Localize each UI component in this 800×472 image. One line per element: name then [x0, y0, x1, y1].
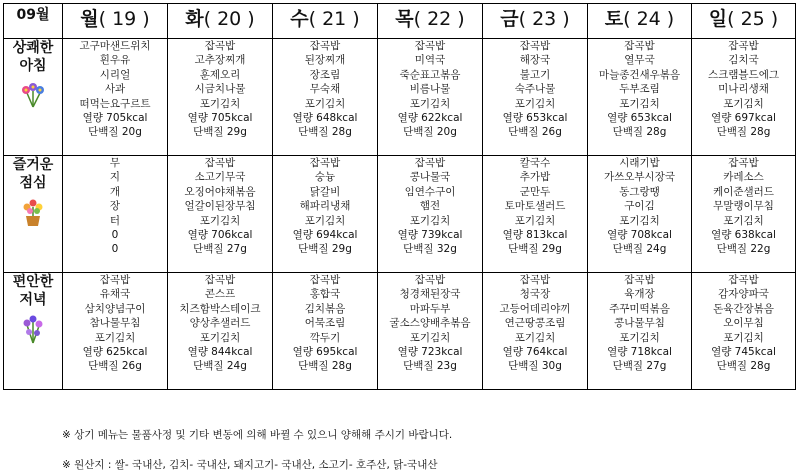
menu-item: 양상추샐러드: [189, 317, 251, 330]
menu-item: 된장찌개: [304, 54, 346, 67]
menu-item: 단백질 26g: [508, 126, 562, 139]
menu-cell: [168, 39, 273, 156]
day-name: 일: [708, 8, 728, 30]
menu-item: 칼국수: [519, 157, 551, 169]
month-label: 09월: [4, 4, 63, 39]
menu-cell: [692, 39, 796, 156]
menu-item: 김치국: [728, 54, 759, 67]
menu-item: 단백질 24g: [193, 360, 247, 373]
day-number: ( 20 ): [203, 8, 255, 30]
menu-item: 오이무침: [723, 317, 764, 330]
flower-vase-icon: [4, 313, 62, 349]
menu-item: 소고기무국: [194, 171, 246, 184]
menu-item: 열량 706kcal: [187, 229, 253, 242]
menu-item: 가쓰오부시장국: [603, 171, 675, 184]
day-header: [168, 4, 273, 39]
menu-item: 포기김치: [514, 97, 556, 110]
day-name: 목: [395, 8, 414, 30]
menu-item: 굴소스양배추볶음: [389, 317, 471, 330]
menu-item: 동그랑땡: [619, 185, 660, 198]
menu-item: 콩나물무침: [614, 317, 665, 330]
menu-item: 두부조림: [619, 83, 660, 96]
menu-item: 마파두부: [409, 302, 451, 315]
meal-title: 상쾌한: [12, 40, 54, 56]
menu-item: 청국장: [519, 288, 551, 301]
menu-item: 포기김치: [723, 214, 764, 227]
menu-item: 열량 653kcal: [607, 112, 672, 125]
meal-row: [4, 39, 796, 156]
menu-item: 포기김치: [514, 331, 556, 344]
menu-item: 감자양파국: [718, 288, 769, 301]
day-header: [63, 4, 168, 39]
menu-item: 토마토샐러드: [504, 200, 566, 213]
menu-cell: [273, 273, 378, 390]
menu-item: 열량 723kcal: [397, 346, 463, 359]
menu-item: 잡곡밥: [204, 40, 236, 52]
menu-item: 깍두기: [309, 331, 341, 344]
menu-item: 죽순표고볶음: [399, 68, 461, 81]
menu-item: 열무국: [624, 54, 655, 67]
menu-cell: [588, 39, 692, 156]
flower-bouquet-icon: [4, 79, 62, 113]
menu-item: 열량 705kcal: [82, 112, 148, 125]
menu-item: 닭갈비: [309, 185, 341, 198]
menu-item: 콩나물국: [409, 171, 451, 184]
day-name: 화: [185, 8, 204, 30]
day-name: 월: [80, 8, 99, 30]
menu-item: 열량 694kcal: [292, 229, 358, 242]
menu-item: 무말랭이무침: [713, 200, 774, 213]
menu-cell: [483, 39, 588, 156]
menu-item: 잡곡밥: [414, 274, 446, 286]
menu-item: 오징어야채볶음: [184, 185, 256, 198]
menu-cell: [168, 273, 273, 390]
menu-cell: [63, 156, 168, 273]
menu-item: 포기김치: [723, 97, 764, 110]
menu-item: 해파리냉채: [299, 200, 351, 213]
menu-item: 단백질 22g: [716, 243, 771, 256]
menu-item: 0: [111, 229, 119, 242]
menu-cell: [378, 156, 483, 273]
meal-title: 아침: [19, 58, 47, 74]
menu-item: 비름나물: [409, 83, 451, 96]
day-number: ( 21 ): [308, 8, 360, 30]
menu-item: 케이준샐러드: [713, 185, 774, 198]
menu-item: 열량 638kcal: [711, 229, 776, 242]
menu-item: 열량 844kcal: [187, 346, 253, 359]
menu-item: 포기김치: [199, 97, 241, 110]
menu-item: 단백질 20g: [403, 126, 457, 139]
day-number: ( 23 ): [518, 8, 570, 30]
menu-item: 고등어데리야끼: [499, 302, 571, 315]
menu-item: 열량 697kcal: [711, 112, 776, 125]
menu-item: 포기김치: [304, 97, 346, 110]
menu-cell: [483, 156, 588, 273]
menu-item: 군만두: [519, 185, 551, 198]
menu-item: 스크램블드에그: [707, 68, 779, 81]
menu-item: 열량 705kcal: [187, 112, 253, 125]
origin-note: ※ 원산지 : 쌀- 국내산, 김치- 국내산, 돼지고기- 국내산, 소고기- 호주산, 닭-국내산: [62, 459, 438, 471]
menu-item: 포기김치: [199, 331, 241, 344]
menu-item: 단백질 23g: [403, 360, 457, 373]
day-header: [273, 4, 378, 39]
meal-label-cell: [4, 273, 63, 390]
menu-item: 단백질 29g: [508, 243, 562, 256]
menu-item: 열량 813kcal: [502, 229, 568, 242]
day-name: 수: [290, 8, 309, 30]
menu-item: 0: [111, 243, 119, 256]
menu-item: 포기김치: [94, 331, 136, 344]
menu-item: 잡곡밥: [99, 274, 131, 286]
menu-item: 참나물무침: [89, 317, 141, 330]
flower-pot-icon: [4, 196, 62, 232]
menu-cell: [273, 156, 378, 273]
menu-item: 추가밥: [519, 171, 551, 184]
menu-item: 열량 708kcal: [607, 229, 672, 242]
menu-item: 불고기: [519, 68, 551, 81]
menu-item: 잡곡밥: [204, 274, 236, 286]
menu-item: 잡곡밥: [309, 157, 341, 169]
meal-title: 점심: [19, 175, 47, 191]
menu-item: 단백질 29g: [193, 126, 247, 139]
menu-item: 단백질 26g: [88, 360, 142, 373]
menu-cell: [483, 273, 588, 390]
menu-cell: [63, 273, 168, 390]
menu-cell: [588, 156, 692, 273]
menu-item: 포기김치: [619, 214, 660, 227]
menu-item: 장: [109, 200, 121, 213]
menu-item: 열량 695kcal: [292, 346, 358, 359]
day-name: 금: [500, 8, 519, 30]
menu-item: 연근땅콩조림: [504, 317, 566, 330]
menu-cell: [692, 273, 796, 390]
menu-item: 단백질 30g: [508, 360, 562, 373]
menu-item: 미역국: [414, 54, 446, 67]
menu-item: 단백질 20g: [88, 126, 142, 139]
day-header: [483, 4, 588, 39]
menu-change-note: ※ 상기 메뉴는 물품사정 및 기타 변동에 의해 바뀔 수 있으니 양해해 주시기 바랍니다.: [62, 429, 453, 441]
menu-item: 잡곡밥: [624, 274, 655, 286]
meal-row: [4, 156, 796, 273]
menu-item: 포기김치: [409, 331, 451, 344]
day-number: ( 25 ): [727, 8, 779, 30]
menu-item: 콘스프: [204, 288, 236, 301]
menu-item: 포기김치: [619, 97, 660, 110]
menu-item: 잡곡밥: [728, 40, 759, 52]
menu-item: 무숙채: [309, 83, 341, 96]
menu-cell: [378, 39, 483, 156]
menu-item: 시금치나물: [194, 83, 246, 96]
menu-item: 잡곡밥: [728, 274, 759, 286]
menu-cell: [378, 273, 483, 390]
menu-item: 김치볶음: [304, 302, 346, 315]
menu-item: 잡곡밥: [414, 157, 446, 169]
menu-item: 포기김치: [619, 331, 660, 344]
menu-item: 잡곡밥: [519, 40, 551, 52]
menu-item: 카레소스: [723, 171, 764, 184]
menu-item: 장조림: [309, 68, 341, 81]
menu-item: 유채국: [99, 288, 131, 301]
menu-item: 개: [109, 185, 121, 198]
menu-item: 지: [109, 171, 121, 184]
menu-item: 홍합국: [309, 288, 341, 301]
menu-item: 열량 622kcal: [397, 112, 463, 125]
menu-item: 열량 745kcal: [711, 346, 776, 359]
menu-cell: [588, 273, 692, 390]
menu-item: 포기김치: [723, 331, 764, 344]
menu-item: 떠먹는요구르트: [79, 97, 151, 110]
menu-item: 흰우유: [99, 54, 131, 67]
header-row: [4, 4, 796, 39]
menu-item: 시래기밥: [619, 157, 660, 169]
weekly-meal-table: [3, 3, 796, 390]
day-header: [588, 4, 692, 39]
menu-item: 단백질 28g: [716, 360, 771, 373]
menu-item: 단백질 27g: [193, 243, 247, 256]
menu-item: 해장국: [519, 54, 551, 67]
menu-item: 숙주나물: [514, 83, 556, 96]
menu-item: 마늘종건새우볶음: [598, 68, 681, 81]
menu-item: 터: [109, 214, 121, 227]
meal-title: 저녁: [19, 292, 47, 308]
menu-item: 단백질 28g: [298, 360, 352, 373]
menu-item: 단백질 28g: [298, 126, 352, 139]
menu-item: 구이김: [624, 200, 655, 213]
day-name: 토: [604, 8, 624, 30]
meal-label-cell: [4, 156, 63, 273]
menu-item: 고추장찌개: [194, 54, 246, 67]
menu-item: 단백질 28g: [612, 126, 667, 139]
menu-cell: [273, 39, 378, 156]
day-header: [378, 4, 483, 39]
menu-item: 치즈함박스테이크: [179, 302, 261, 315]
menu-item: 단백질 27g: [612, 360, 667, 373]
menu-item: 햄전: [419, 200, 441, 213]
menu-item: 열량 718kcal: [607, 346, 672, 359]
menu-item: 시리얼: [99, 68, 131, 81]
menu-item: 단백질 32g: [403, 243, 457, 256]
menu-item: 훈제오리: [199, 68, 241, 81]
menu-item: 잡곡밥: [414, 40, 446, 52]
menu-item: 포기김치: [409, 97, 451, 110]
day-number: ( 24 ): [623, 8, 675, 30]
meal-row: [4, 273, 796, 390]
menu-item: 돈육간장볶음: [713, 302, 774, 315]
menu-cell: [168, 156, 273, 273]
day-number: ( 22 ): [413, 8, 465, 30]
menu-item: 포기김치: [514, 214, 556, 227]
menu-item: 삼치양념구이: [84, 302, 146, 315]
menu-item: 잡곡밥: [204, 157, 236, 169]
menu-cell: [63, 39, 168, 156]
menu-item: 무: [109, 157, 121, 169]
menu-item: 임연수구이: [404, 185, 456, 198]
menu-item: 열량 739kcal: [397, 229, 463, 242]
menu-item: 열량 625kcal: [82, 346, 148, 359]
menu-item: 단백질 29g: [298, 243, 352, 256]
menu-item: 열량 648kcal: [292, 112, 358, 125]
menu-item: 열량 653kcal: [502, 112, 568, 125]
menu-item: 잡곡밥: [519, 274, 551, 286]
menu-item: 포기김치: [199, 214, 241, 227]
menu-item: 청경채된장국: [399, 288, 461, 301]
menu-item: 주꾸미떡볶음: [609, 302, 670, 315]
menu-item: 숭늉: [314, 171, 336, 184]
menu-item: 열량 764kcal: [502, 346, 568, 359]
menu-item: 고구마샌드위치: [79, 40, 151, 52]
menu-item: 단백질 28g: [716, 126, 771, 139]
menu-item: 포기김치: [304, 214, 346, 227]
menu-item: 잡곡밥: [309, 40, 341, 52]
meal-title: 편안한: [12, 274, 54, 290]
menu-item: 잡곡밥: [309, 274, 341, 286]
menu-item: 사과: [104, 83, 126, 96]
menu-cell: [692, 156, 796, 273]
menu-item: 잡곡밥: [624, 40, 655, 52]
meal-title: 즐거운: [12, 157, 54, 173]
menu-item: 잡곡밥: [728, 157, 759, 169]
menu-item: 어묵조림: [304, 317, 346, 330]
meal-label-cell: [4, 39, 63, 156]
menu-item: 미나리생채: [718, 83, 769, 96]
menu-item: 얼갈이된장무침: [184, 200, 256, 213]
menu-item: 육개장: [624, 288, 655, 301]
day-number: ( 19 ): [98, 8, 150, 30]
menu-item: 포기김치: [409, 214, 451, 227]
day-header: [692, 4, 796, 39]
menu-item: 단백질 24g: [612, 243, 667, 256]
